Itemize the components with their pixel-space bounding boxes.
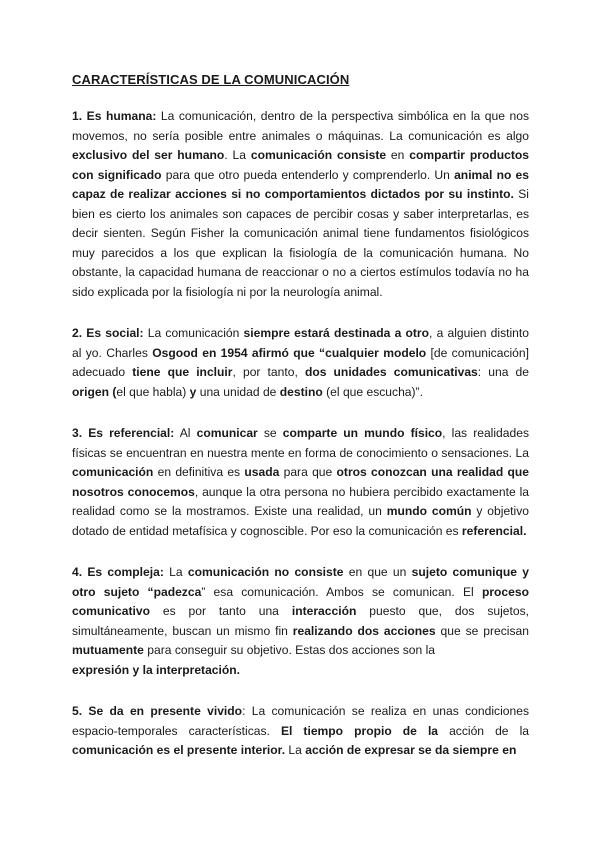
text-segment: una unidad de <box>196 384 280 399</box>
text-segment: para que <box>279 465 337 479</box>
bold-text-segment: interacción <box>291 604 357 618</box>
bold-text-segment: 4. Es compleja: <box>72 565 164 579</box>
text-segment: La comunicación <box>143 326 244 340</box>
bold-text-segment: siempre estará destinada a otro <box>243 326 430 340</box>
bold-text-segment: destino <box>279 384 323 399</box>
bold-text-segment: comunicación consiste <box>250 148 387 162</box>
text-segment: y objetivo dotado de entidad metafísica y cognoscible. Por eso la comunicación es <box>72 504 529 538</box>
document-body <box>72 107 529 761</box>
bold-text-segment: otros conozcan una realidad que nosotros conocemos <box>72 465 529 499</box>
bold-text-segment: El tiempo propio de la <box>280 723 439 738</box>
section-paragraph-1 <box>72 107 529 302</box>
text-segment: La <box>285 743 306 757</box>
bold-text-segment: comunicar <box>196 426 258 440</box>
bold-text-segment: acción de expresar se da siempre en <box>305 743 517 757</box>
text-segment: [de comunicación] adecuado <box>72 345 529 379</box>
bold-text-segment: mundo común <box>386 504 472 518</box>
text-segment: el que habla) <box>116 384 190 399</box>
bold-text-segment: mutuamente <box>72 643 144 657</box>
bold-text-segment: exclusivo del ser humano <box>72 148 225 162</box>
text-segment: La comunicación, dentro de la perspectiva simbólica en la que nos movemos, no sería posible entre animales o máquinas. La comunicación es algo <box>72 109 529 143</box>
text-segment: en <box>386 148 410 162</box>
bold-text-segment: 5. Se da en presente vivido <box>72 704 243 718</box>
text-segment: para que otro pueda entenderlo y comprenderlo. Un <box>161 167 455 182</box>
bold-text-segment: comparte un mundo físico <box>282 426 443 440</box>
text-segment: : La comunicación se realiza en unas condiciones espacio-temporales características. <box>72 704 529 738</box>
text-segment: (el que escucha)”. <box>322 384 423 399</box>
section-paragraph-3 <box>72 424 529 541</box>
bold-text-segment: origen ( <box>72 384 117 399</box>
text-segment: que se precisan <box>435 623 529 638</box>
text-segment: , aunque la otra persona no hubiera percibido exactamente la realidad como se la mostramos. Existe una realidad, un <box>72 484 529 518</box>
bold-text-segment: sujeto comunique y otro sujeto “padezca <box>72 565 529 599</box>
text-segment: en que un <box>343 565 412 579</box>
text-segment: ” esa comunicación. Ambos se comunican. El <box>201 584 482 599</box>
bold-text-segment: dos unidades comunicativas <box>304 365 478 379</box>
section-paragraph-5 <box>72 702 529 761</box>
section-paragraph-2 <box>72 324 529 402</box>
bold-text-segment: tiene que incluir <box>132 365 233 379</box>
bold-text-segment: proceso comunicativo <box>72 584 529 618</box>
text-segment: La <box>163 565 188 579</box>
bold-text-segment: expresión y la interpretación. <box>72 662 241 677</box>
text-segment: acción de la <box>438 723 529 738</box>
text-segment: Al <box>174 426 197 440</box>
bold-text-segment: 2. Es social: <box>72 326 144 340</box>
text-segment: es por tanto una <box>149 604 292 618</box>
bold-text-segment: comunicación <box>72 465 154 479</box>
text-segment: , a alguien distinto al yo. Charles <box>72 326 529 360</box>
bold-text-segment: y <box>189 384 197 399</box>
bold-text-segment: usada <box>244 465 280 479</box>
bold-text-segment: Osgood en 1954 afirmó que “cualquier modelo <box>152 345 427 360</box>
text-segment: , las realidades físicas se encuentran en nuestra mente en forma de conocimiento o sensaciones. La <box>72 426 530 460</box>
text-segment: se <box>257 426 283 440</box>
text-segment: en definitiva es <box>153 465 245 479</box>
bold-text-segment: compartir productos con significado <box>72 148 529 182</box>
bold-text-segment: comunicación no consiste <box>187 565 344 579</box>
bold-text-segment: 3. Es referencial: <box>72 426 175 440</box>
text-segment: puesto que, dos sujetos, simultáneamente, buscan un mismo fin <box>72 604 529 638</box>
bold-text-segment: realizando dos acciones <box>292 623 436 638</box>
bold-text-segment: animal no es capaz de realizar acciones si no comportamientos dictados por su instinto. <box>72 167 529 201</box>
text-segment: Si bien es cierto los animales son capaces de percibir cosas y saber interpretarlas, es decir sienten. Según Fisher la comunicación animal tiene fundamentos fisiológicos muy parecidos a los que explican la fisiología de la comunicación humana. No obstante, la capacidad humana de reaccionar o no a ciertos estímulos todavía no ha sido explicada por la fisiología ni por la neurología animal. <box>72 187 529 299</box>
text-segment: : una de <box>477 365 529 379</box>
bold-text-segment: comunicación es el presente interior. <box>72 743 286 757</box>
text-segment: para conseguir su objetivo. Estas dos acciones son la <box>143 643 435 657</box>
text-segment: . La <box>224 148 251 162</box>
text-segment: , por tanto, <box>232 365 305 379</box>
document-title: CARACTERÍSTICAS DE LA COMUNICACIÓN <box>72 72 350 87</box>
bold-text-segment: referencial. <box>461 523 527 538</box>
bold-text-segment: 1. Es humana: <box>72 109 157 123</box>
section-paragraph-4 <box>72 563 529 680</box>
